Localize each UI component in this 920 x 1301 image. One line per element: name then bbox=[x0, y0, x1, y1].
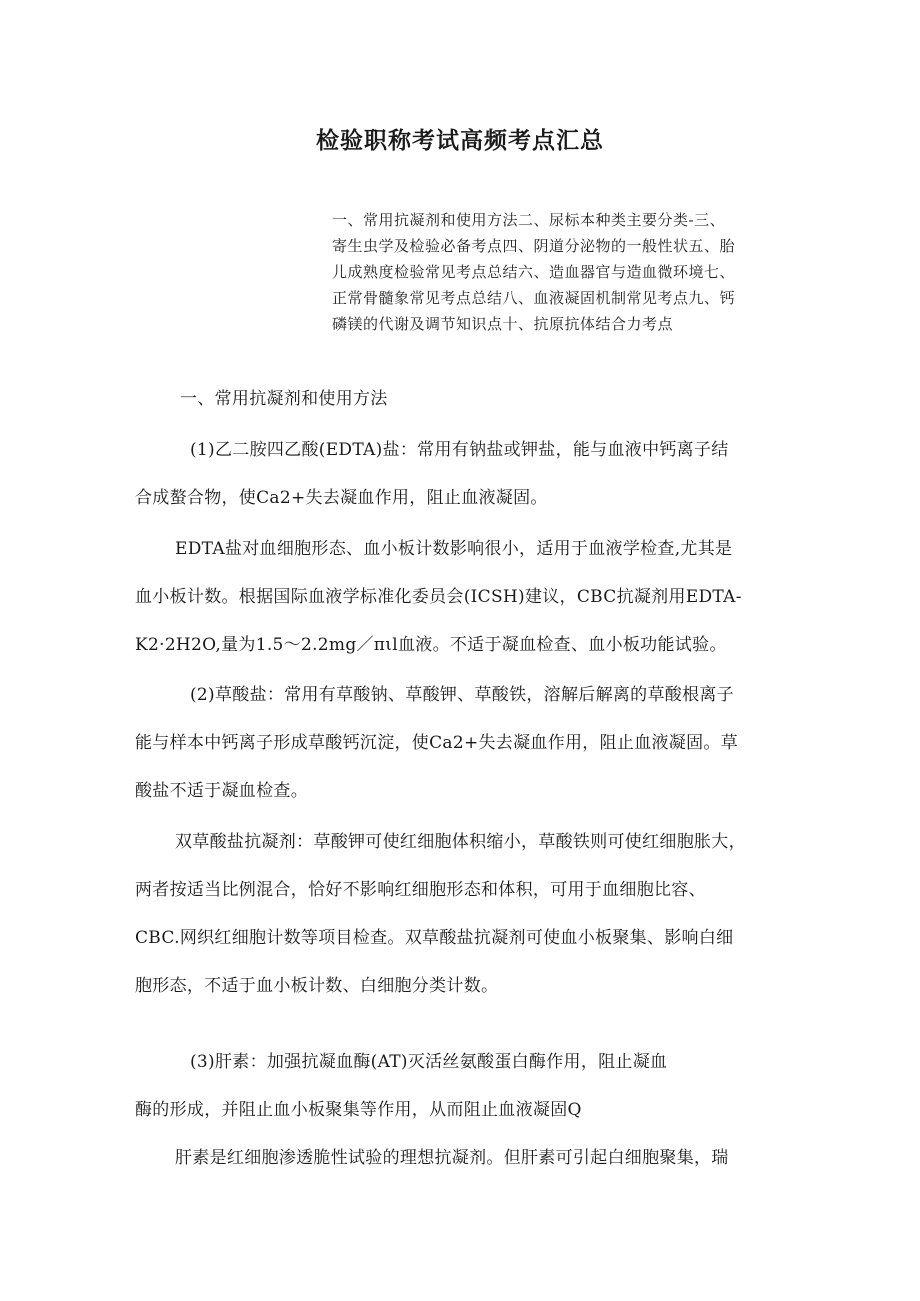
paragraph-line: (3)肝素：加强抗凝血酶(AT)灭活丝氨酸蛋白酶作用，阻止凝血 bbox=[190, 1052, 668, 1072]
paragraph-line: 双草酸盐抗凝剂：草酸钾可使红细胞体积缩小，草酸铁则可使红细胞胀大， bbox=[175, 832, 746, 852]
toc-line: 儿成熟度检验常见考点总结六、造血器官与造血微环境七、 bbox=[332, 263, 736, 281]
toc-line: 寄生虫学及检验必备考点四、阴道分泌物的一般性状五、胎 bbox=[332, 237, 736, 255]
toc-line: 正常骨髓象常见考点总结八、血液凝固机制常见考点九、钙 bbox=[332, 289, 736, 307]
section-heading: 一、常用抗凝剂和使用方法 bbox=[180, 389, 388, 409]
toc-line: 磷镁的代谢及调节知识点十、抗原抗体结合力考点 bbox=[332, 315, 674, 333]
paragraph-line: 酶的形成，并阻止血小板聚集等作用，从而阻止血液凝固Q bbox=[135, 1100, 582, 1120]
paragraph-line: (1)乙二胺四乙酸(EDTA)盐：常用有钠盐或钾盐，能与血液中钙离子结 bbox=[190, 440, 729, 460]
paragraph-line: EDTA盐对血细胞形态、血小板计数影响很小，适用于血液学检查,尤其是 bbox=[175, 539, 733, 559]
paragraph-line: 酸盐不适于凝血检查。 bbox=[135, 781, 308, 801]
table-of-contents bbox=[332, 207, 822, 337]
paragraph-line: CBC.网织红细胞计数等项目检查。双草酸盐抗凝剂可使血小板聚集、影响白细 bbox=[135, 928, 734, 948]
paragraph-line: 血小板计数。根据国际血液学标准化委员会(ICSH)建议，CBC抗凝剂用EDTA- bbox=[135, 587, 742, 607]
document-title: 检验职称考试高频考点汇总 bbox=[316, 128, 604, 154]
paragraph-line: 肝素是红细胞渗透脆性试验的理想抗凝剂。但肝素可引起白细胞聚集，瑞 bbox=[175, 1148, 729, 1168]
paragraph-line: (2)草酸盐：常用有草酸钠、草酸钾、草酸铁，溶解后解离的草酸根离子 bbox=[190, 685, 734, 705]
paragraph-line: 合成螯合物，使Ca2+失去凝血作用，阻止血液凝固。 bbox=[135, 488, 548, 508]
toc-line: 一、常用抗凝剂和使用方法二、尿标本种类主要分类-三、 bbox=[332, 211, 726, 229]
paragraph-line: 两者按适当比例混合，恰好不影响红细胞形态和体积，可用于血细胞比容、 bbox=[135, 880, 706, 900]
paragraph-line: 胞形态，不适于血小板计数、白细胞分类计数。 bbox=[135, 976, 499, 996]
paragraph-line: 能与样本中钙离子形成草酸钙沉淀，使Ca2+失去凝血作用，阻止血液凝固。草 bbox=[135, 733, 739, 753]
paragraph-line: K2·2H2O,量为1.5～2.2mg／πιl血液。不适于凝血检查、血小板功能试验。 bbox=[135, 635, 727, 655]
